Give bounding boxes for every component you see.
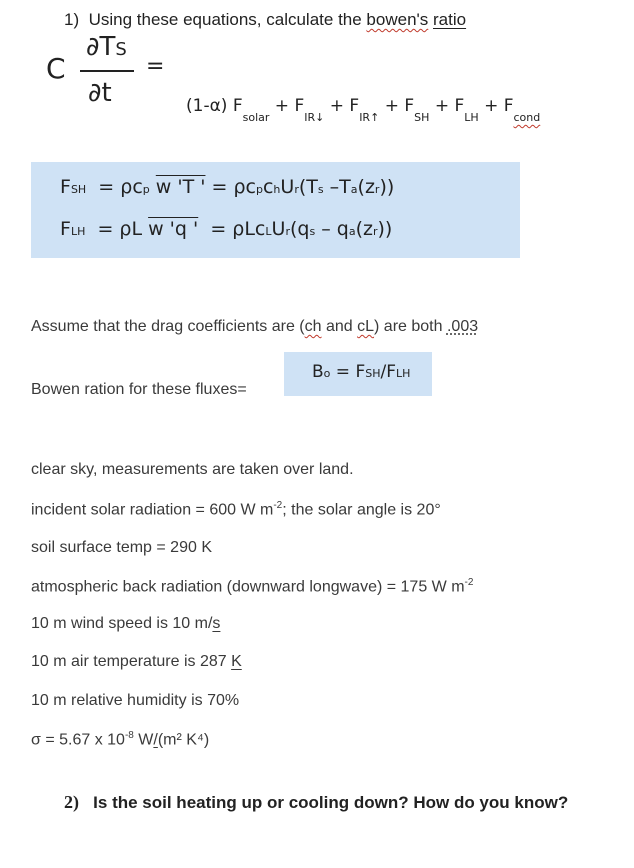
question-2-number: 2) (64, 792, 79, 812)
condition-wind: 10 m wind speed is 10 m/s (31, 615, 221, 632)
question-1-text: Using these equations, calculate the (88, 10, 367, 29)
drag-coefficient-assumption: Assume that the drag coefficients are (ch and cL) are both .003 (31, 318, 479, 335)
sensible-heat-equation: FSH = ρcp w 'T ' = ρcpchUr(Ts –Ta(zr)) (60, 176, 395, 198)
condition-sky: clear sky, measurements are taken over land. (31, 461, 354, 478)
condition-longwave: atmospheric back radiation (downward longwave) = 175 W $m^{-2}$ (31, 577, 474, 596)
flux-sum: (1-α) $F_{solar} + F_{IR↓} + F_{IR↑} + F_{SH} + F_{LH} + F_{cond}$ (186, 96, 541, 124)
condition-air-temp: 10 m air temperature is 287 K (31, 653, 242, 670)
question-1-bowens: bowen's (366, 10, 429, 29)
equation-equals: = (146, 54, 165, 79)
question-2-text: Is the soil heating up or cooling down? How do you know? (93, 793, 569, 812)
condition-stefan-boltzmann: σ = 5.67 x $10^{-8}$ W/(m² K⁴) (31, 730, 210, 749)
fraction-bar (80, 70, 134, 72)
question-1-number: 1) (64, 10, 80, 29)
question-2-heading (64, 792, 568, 813)
equation-numerator: ∂TS (86, 32, 127, 62)
bowen-formula: Bo = FSH/FLH (312, 362, 411, 382)
equation-denominator: ∂t (88, 78, 112, 108)
condition-soil-temp: soil surface temp = 290 K (31, 539, 212, 556)
heat-capacity-symbol: C (46, 52, 66, 85)
question-1-ratio: ratio (433, 10, 467, 29)
latent-heat-equation: FLH = ρL w 'q ' = ρLcLUr(qs – qa(zr)) (60, 218, 393, 240)
bowen-label: Bowen ration for these fluxes= (31, 381, 247, 398)
condition-solar: incident solar radiation = 600 W $m^{-2}$; the solar angle is 20° (31, 500, 441, 519)
condition-humidity: 10 m relative humidity is 70% (31, 692, 240, 709)
question-1-heading (64, 10, 466, 30)
